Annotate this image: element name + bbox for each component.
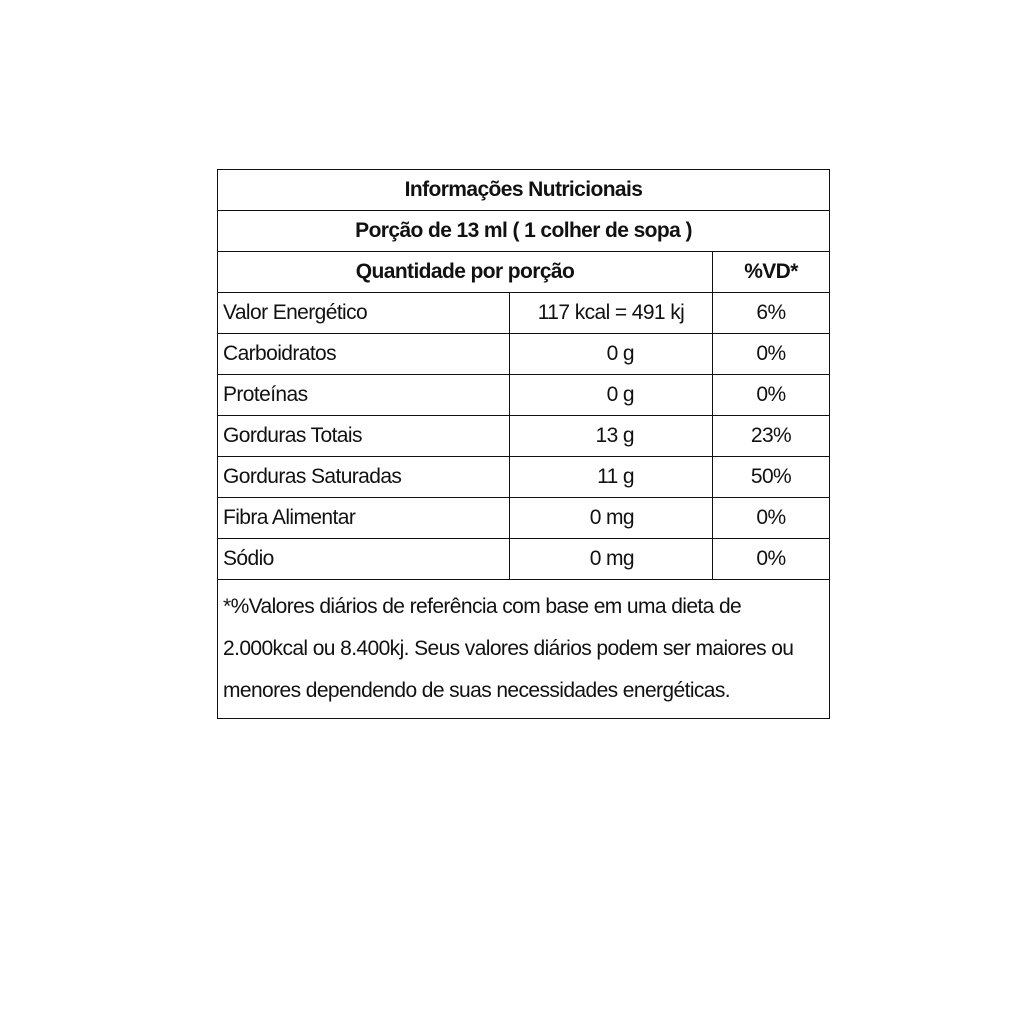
serving-size: Porção de 13 ml ( 1 colher de sopa ): [218, 211, 830, 252]
nutrient-name: Fibra Alimentar: [218, 498, 510, 539]
nutrient-amount: 0 g: [510, 334, 713, 375]
nutrient-dv: 6%: [713, 293, 830, 334]
footnote-text: *%Valores diários de referência com base em uma dieta de 2.000kcal ou 8.400kj. Seus valores diários podem ser maiores ou menores dependendo de suas necessidades energéticas.: [218, 580, 830, 719]
nutrient-name: Gorduras Saturadas: [218, 457, 510, 498]
nutrient-name: Carboidratos: [218, 334, 510, 375]
table-row: [218, 498, 830, 539]
nutrient-amount: 0 mg: [510, 539, 713, 580]
nutrient-name: Valor Energético: [218, 293, 510, 334]
nutrient-dv: 50%: [713, 457, 830, 498]
nutrient-name: Proteínas: [218, 375, 510, 416]
table-row: [218, 539, 830, 580]
nutrient-amount: 0 mg: [510, 498, 713, 539]
header-dv: %VD*: [713, 252, 830, 293]
table-title: Informações Nutricionais: [218, 170, 830, 211]
nutrient-name: Sódio: [218, 539, 510, 580]
nutrient-amount: 0 g: [510, 375, 713, 416]
nutrient-name: Gorduras Totais: [218, 416, 510, 457]
nutrient-amount: 13 g: [510, 416, 713, 457]
nutrient-dv: 23%: [713, 416, 830, 457]
title-row: [218, 170, 830, 211]
nutrient-amount: 11 g: [510, 457, 713, 498]
nutrient-dv: 0%: [713, 334, 830, 375]
nutrient-amount: 117 kcal = 491 kj: [510, 293, 713, 334]
nutrient-dv: 0%: [713, 539, 830, 580]
table-row: [218, 457, 830, 498]
nutrition-label: [217, 169, 829, 719]
table-row: [218, 293, 830, 334]
nutrient-dv: 0%: [713, 498, 830, 539]
serving-row: [218, 211, 830, 252]
nutrition-table: [217, 169, 830, 719]
table-row: [218, 375, 830, 416]
table-row: [218, 416, 830, 457]
header-quantity: Quantidade por porção: [218, 252, 713, 293]
header-row: [218, 252, 830, 293]
footnote-row: [218, 580, 830, 719]
table-row: [218, 334, 830, 375]
nutrient-dv: 0%: [713, 375, 830, 416]
